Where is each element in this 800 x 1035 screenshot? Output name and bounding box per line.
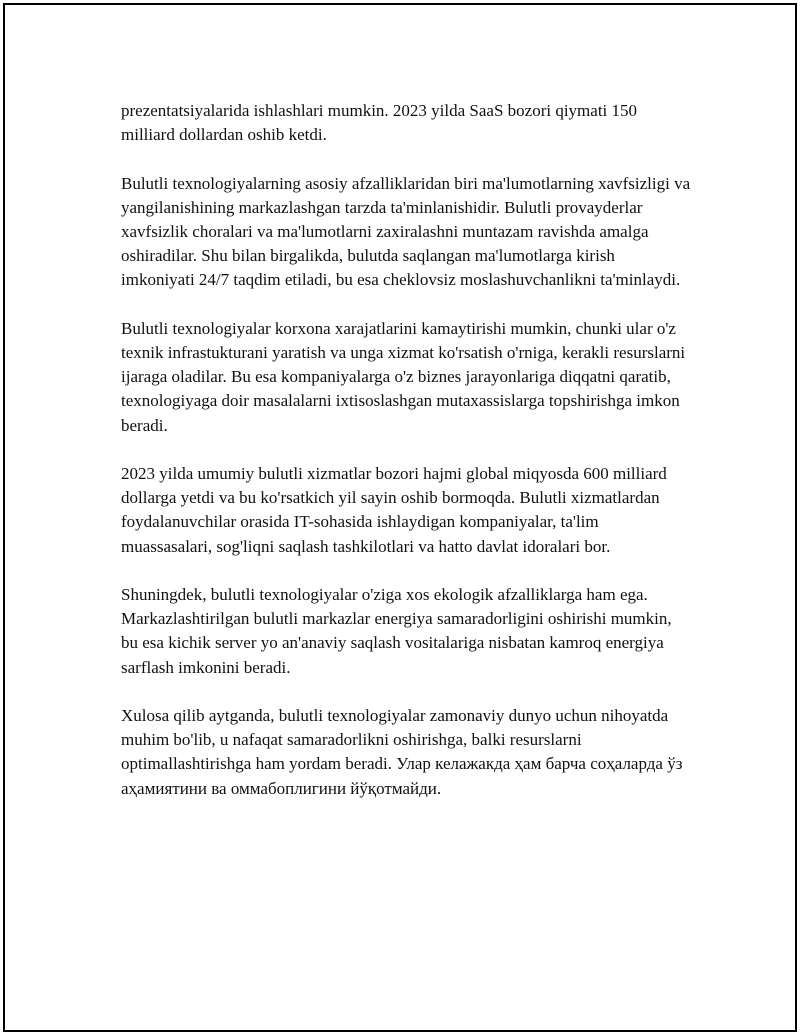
paragraph-4: 2023 yilda umumiy bulutli xizmatlar bozori hajmi global miqyosda 600 milliard dollarga yetdi va bu ko'rsatkich yil sayin oshib bormoqda. Bulutli xizmatlardan foydalanuvchilar orasida IT-sohasida ishlaydigan kompaniyalar, ta'lim muassasalari, sog'liqni saqlash tashkilotlari va hatto davlat idoralari bor. <box>121 464 667 556</box>
paragraph-2: Bulutli texnologiyalarning asosiy afzalliklaridan biri ma'lumotlarning xavfsizligi va yangilanishining markazlashgan tarzda ta'minlanishidir. Bulutli provayderlar xavfsizlik choralari va ma'lumotlarni zaxiralashni muntazam ravishda amalga oshiradilar. Shu bilan birgalikda, bulutda saqlangan ma'lumotlarga kirish imkoniyati 24/7 taqdim etiladi, bu esa cheklovsiz moslashuvchanlikni ta'minlaydi. <box>121 173 691 290</box>
document-page <box>3 3 797 1032</box>
paragraph-1: prezentatsiyalarida ishlashlari mumkin. 2023 yilda SaaS bozori qiymati 150 milliard dollardan oshib ketdi. <box>121 101 638 145</box>
document-body <box>121 99 691 825</box>
paragraph-6: Xulosa qilib aytganda, bulutli texnologiyalar zamonaviy dunyo uchun nihoyatda muhim bo'lib, u nafaqat samaradorlikni oshirishga, balki resurslarni optimallashtirishga ham yordam beradi. Улар келажакда ҳам барча соҳаларда ўз аҳамиятини ва оммабоплигини йўқотмайди. <box>121 706 683 798</box>
paragraph-5: Shuningdek, bulutli texnologiyalar o'ziga xos ekologik afzalliklarga ham ega. Markazlashtirilgan bulutli markazlar energiya samaradorligini oshirishi mumkin, bu esa kichik server yo an'anaviy saqlash vositalariga nisbatan kamroq energiya sarflash imkonini beradi. <box>121 585 672 677</box>
paragraph-3: Bulutli texnologiyalar korxona xarajatlarini kamaytirishi mumkin, chunki ular o'z texnik infrastukturani yaratish va unga xizmat ko'rsatish o'rniga, kerakli resurslarni ijaraga oladilar. Bu esa kompaniyalarga o'z biznes jarayonlariga diqqatni qaratib, texnologiyaga doir masalalarni ixtisoslashgan mutaxassislarga topshirishga imkon beradi. <box>121 318 686 435</box>
